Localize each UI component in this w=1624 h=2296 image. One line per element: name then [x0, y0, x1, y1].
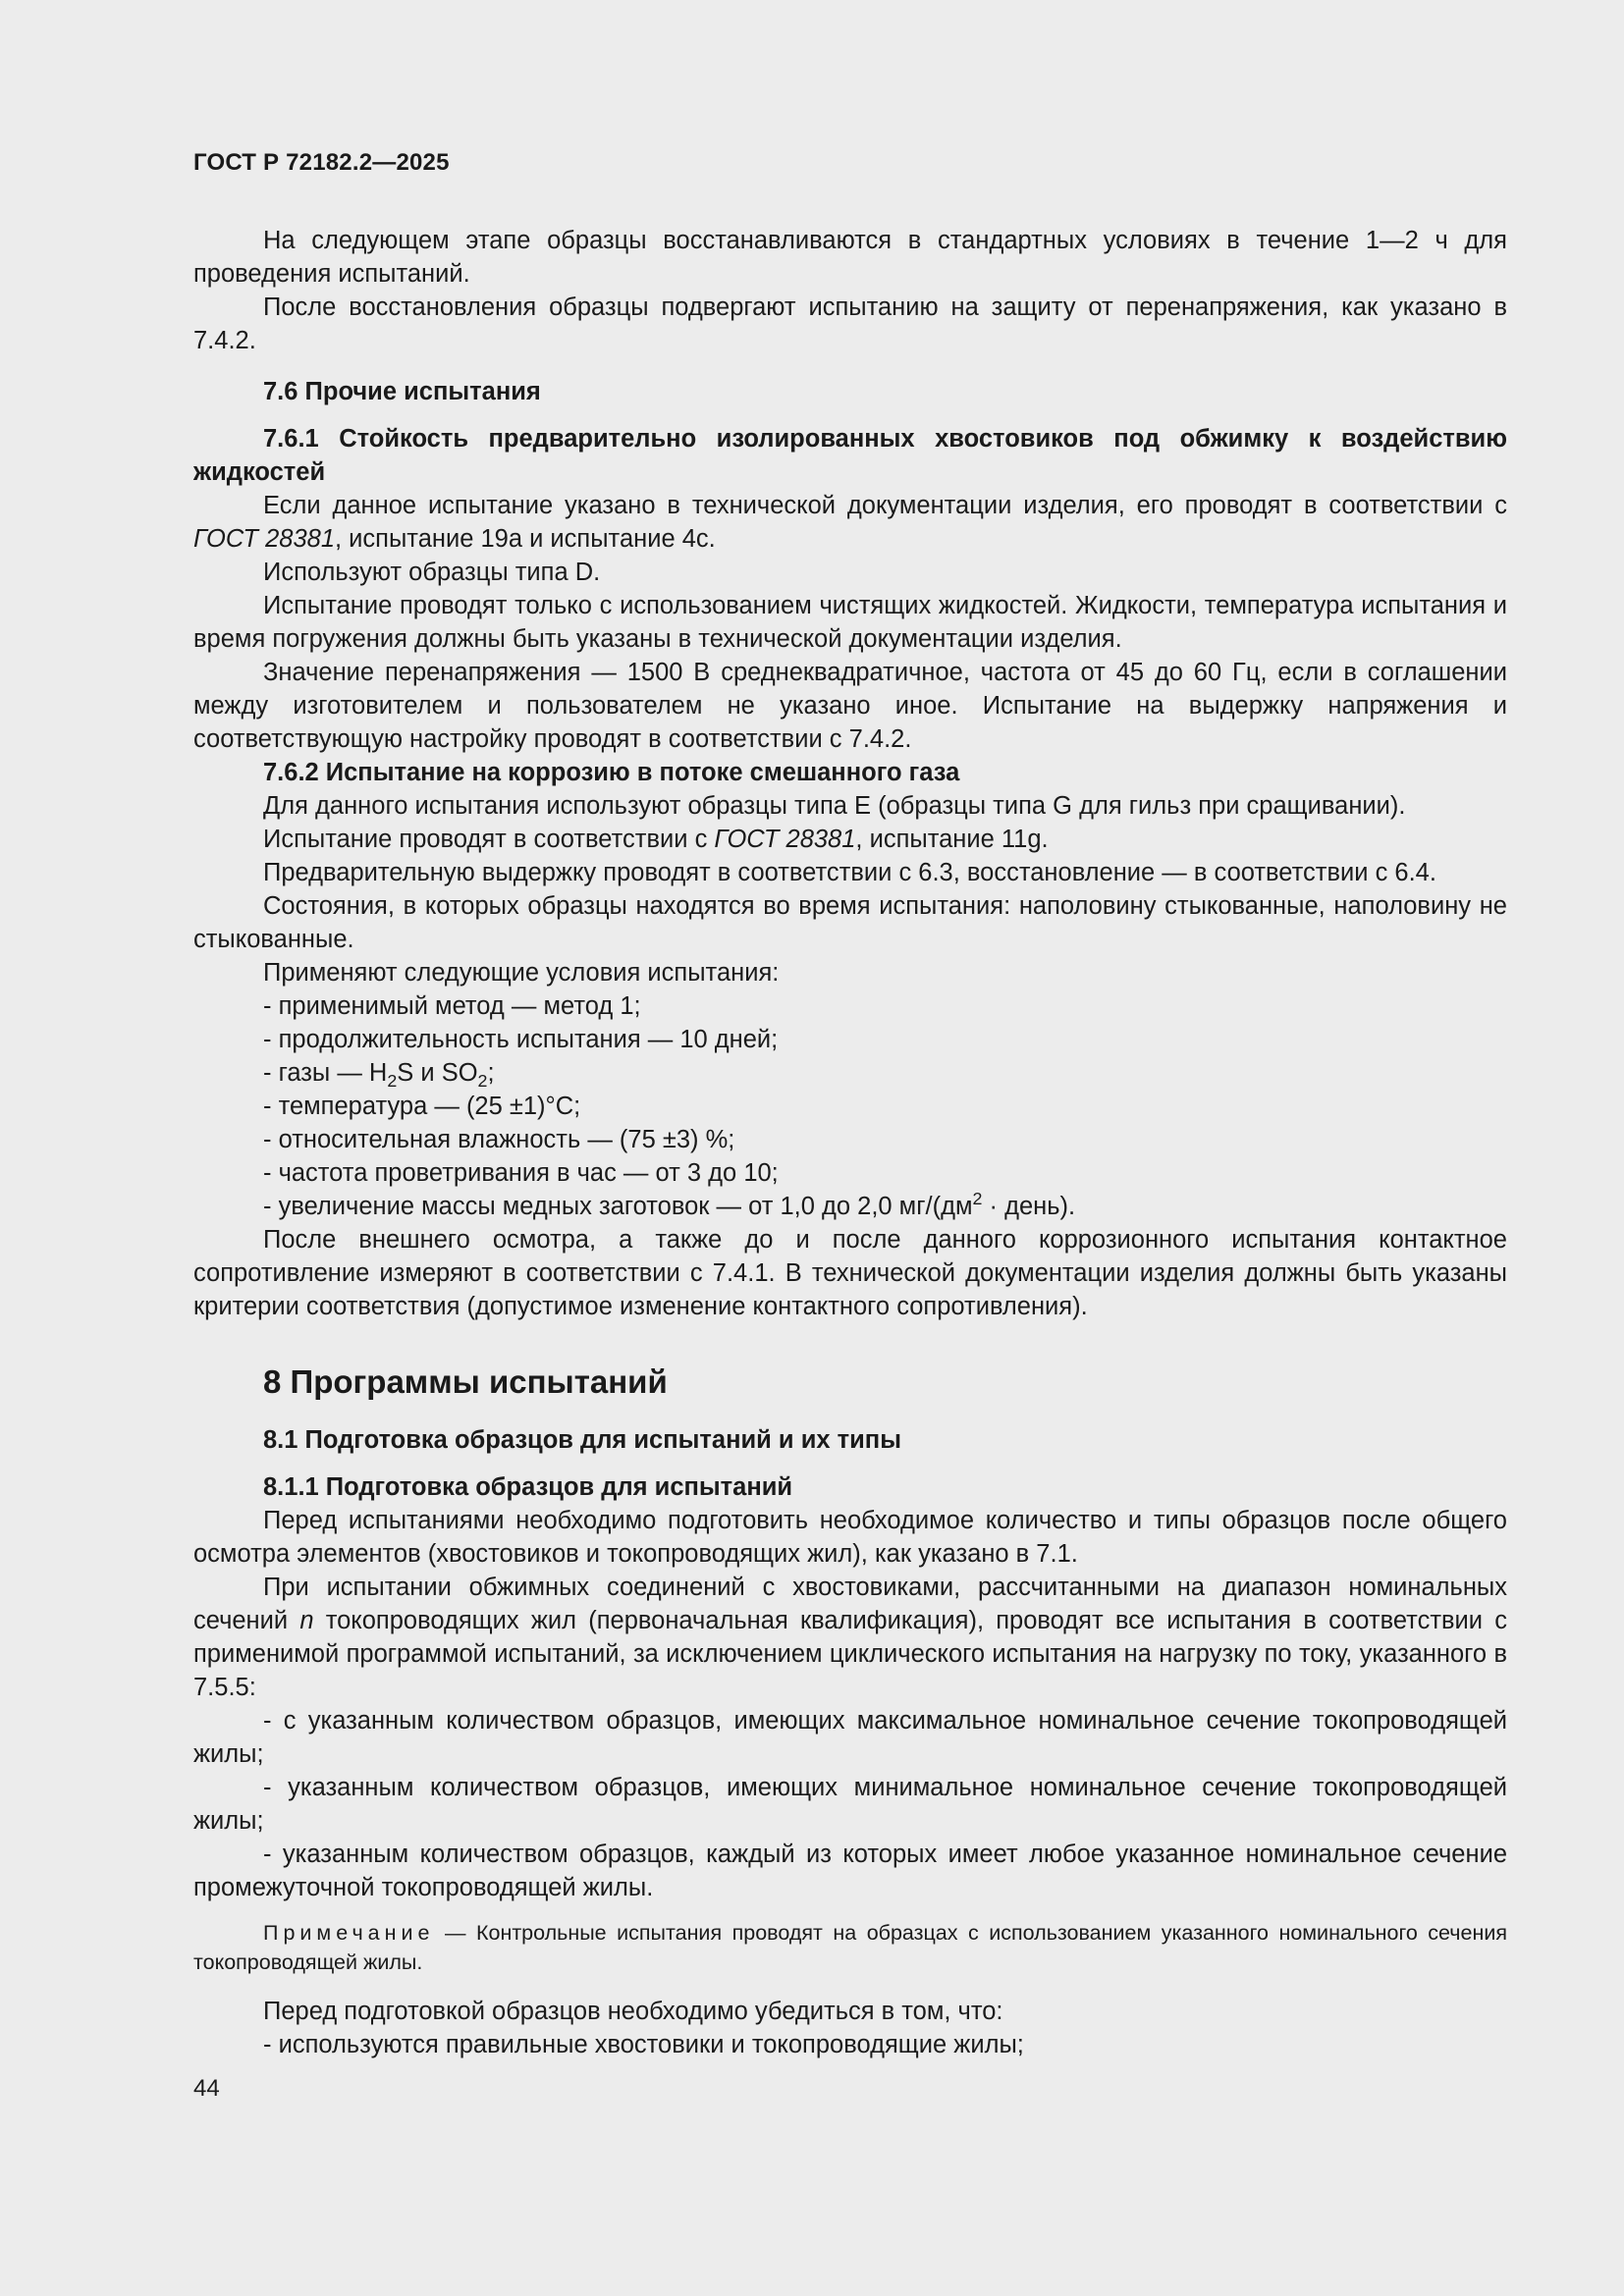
paragraph: Значение перенапряжения — 1500 В среднеквадратичное, частота от 45 до 60 Гц, если в соглашении между изготовителем и пользователем не указано иное. Испытание на выдержку напряжения и соответствующую настройку проводят в соответствии с 7.4.2.	[193, 659, 1507, 753]
condition-item: - частота проветривания в час — от 3 до 10;	[263, 1159, 779, 1187]
section-heading-8-1: 8.1 Подготовка образцов для испытаний и их типы	[263, 1426, 901, 1454]
section-heading-7-6: 7.6 Прочие испытания	[263, 378, 541, 405]
list-item: - используются правильные хвостовики и токопроводящие жилы;	[263, 2031, 1024, 2058]
condition-item: - относительная влажность — (75 ±3) %;	[263, 1126, 735, 1153]
note: Примечание — Контрольные испытания проводят на образцах с использованием указанного номинального сечения токопроводящей жилы.	[193, 1921, 1507, 1974]
section-heading-7-6-1: 7.6.1 Стойкость предварительно изолированных хвостовиков под обжимку к воздействию жидкостей	[193, 425, 1507, 486]
paragraph: После внешнего осмотра, а также до и после данного коррозионного испытания контактное сопротивление измеряют в соответствии с 7.4.1. В технической документации изделия должны быть указаны критерии соответствия (допустимое изменение контактного сопротивления).	[193, 1226, 1507, 1320]
list-item: - указанным количеством образцов, каждый из которых имеет любое указанное номинальное сечение промежуточной токопроводящей жилы.	[193, 1841, 1507, 1901]
paragraph: Используют образцы типа D.	[263, 559, 601, 586]
section-heading-8: 8 Программы испытаний	[263, 1363, 668, 1400]
paragraph: Применяют следующие условия испытания:	[263, 959, 780, 987]
condition-item: - увеличение массы медных заготовок — от 1,0 до 2,0 $мг/(дм^2$ · день).	[263, 1189, 1076, 1220]
paragraph: На следующем этапе образцы восстанавливаются в стандартных условиях в течение 1—2 ч для проведения испытаний.	[193, 227, 1507, 288]
standard-reference: ГОСТ 28381	[193, 525, 335, 553]
paragraph: Испытание проводят только с использованием чистящих жидкостей. Жидкости, температура испытания и время погружения должны быть указаны в технической документации изделия.	[193, 592, 1507, 653]
paragraph: Состояния, в которых образцы находятся во время испытания: наполовину стыкованные, наполовину не стыкованные.	[193, 892, 1507, 953]
section-heading-8-1-1: 8.1.1 Подготовка образцов для испытаний	[263, 1473, 793, 1501]
paragraph: Перед испытаниями необходимо подготовить необходимое количество и типы образцов после общего осмотра элементов (хвостовиков и токопроводящих жил), как указано в 7.1.	[193, 1507, 1507, 1568]
list-item: - указанным количеством образцов, имеющих минимальное номинальное сечение токопроводящей жилы;	[193, 1774, 1507, 1835]
paragraph: Предварительную выдержку проводят в соответствии с 6.3, восстановление — в соответствии с 6.4.	[263, 859, 1436, 886]
condition-item: - газы — $H_2S$ и $SO_2$;	[263, 1059, 495, 1091]
paragraph: Если данное испытание указано в технической документации изделия, его проводят в соответствии с ГОСТ 28381, испытание 19a и испытание 4c.	[193, 492, 1507, 553]
document-body	[193, 224, 1507, 2061]
paragraph: Перед подготовкой образцов необходимо убедиться в том, что:	[263, 1998, 1003, 2025]
document-header: ГОСТ Р 72182.2—2025	[193, 149, 450, 176]
note-label: Примечание	[263, 1921, 435, 1945]
condition-item: - применимый метод — метод 1;	[263, 992, 641, 1020]
section-heading-7-6-2: 7.6.2 Испытание на коррозию в потоке смешанного газа	[263, 759, 960, 786]
paragraph: Испытание проводят в соответствии с ГОСТ 28381, испытание 11g.	[263, 826, 1049, 853]
paragraph: Для данного испытания используют образцы типа E (образцы типа G для гильз при сращивании).	[263, 792, 1406, 820]
page-number: 44	[193, 2075, 220, 2102]
condition-item: - температура — (25 ±1)°C;	[263, 1093, 581, 1120]
standard-reference: ГОСТ 28381	[714, 826, 856, 853]
condition-item: - продолжительность испытания — 10 дней;	[263, 1026, 779, 1053]
list-item: - с указанным количеством образцов, имеющих максимальное номинальное сечение токопроводящей жилы;	[193, 1707, 1507, 1768]
paragraph: При испытании обжимных соединений с хвостовиками, рассчитанными на диапазон номинальных сечений n токопроводящих жил (первоначальная квалификация), проводят все испытания в соответствии с применимой программой испытаний, за исключением циклического испытания на нагрузку по току, указанного в 7.5.5:	[193, 1574, 1507, 1701]
paragraph: После восстановления образцы подвергают испытанию на защиту от перенапряжения, как указано в 7.4.2.	[193, 294, 1507, 354]
